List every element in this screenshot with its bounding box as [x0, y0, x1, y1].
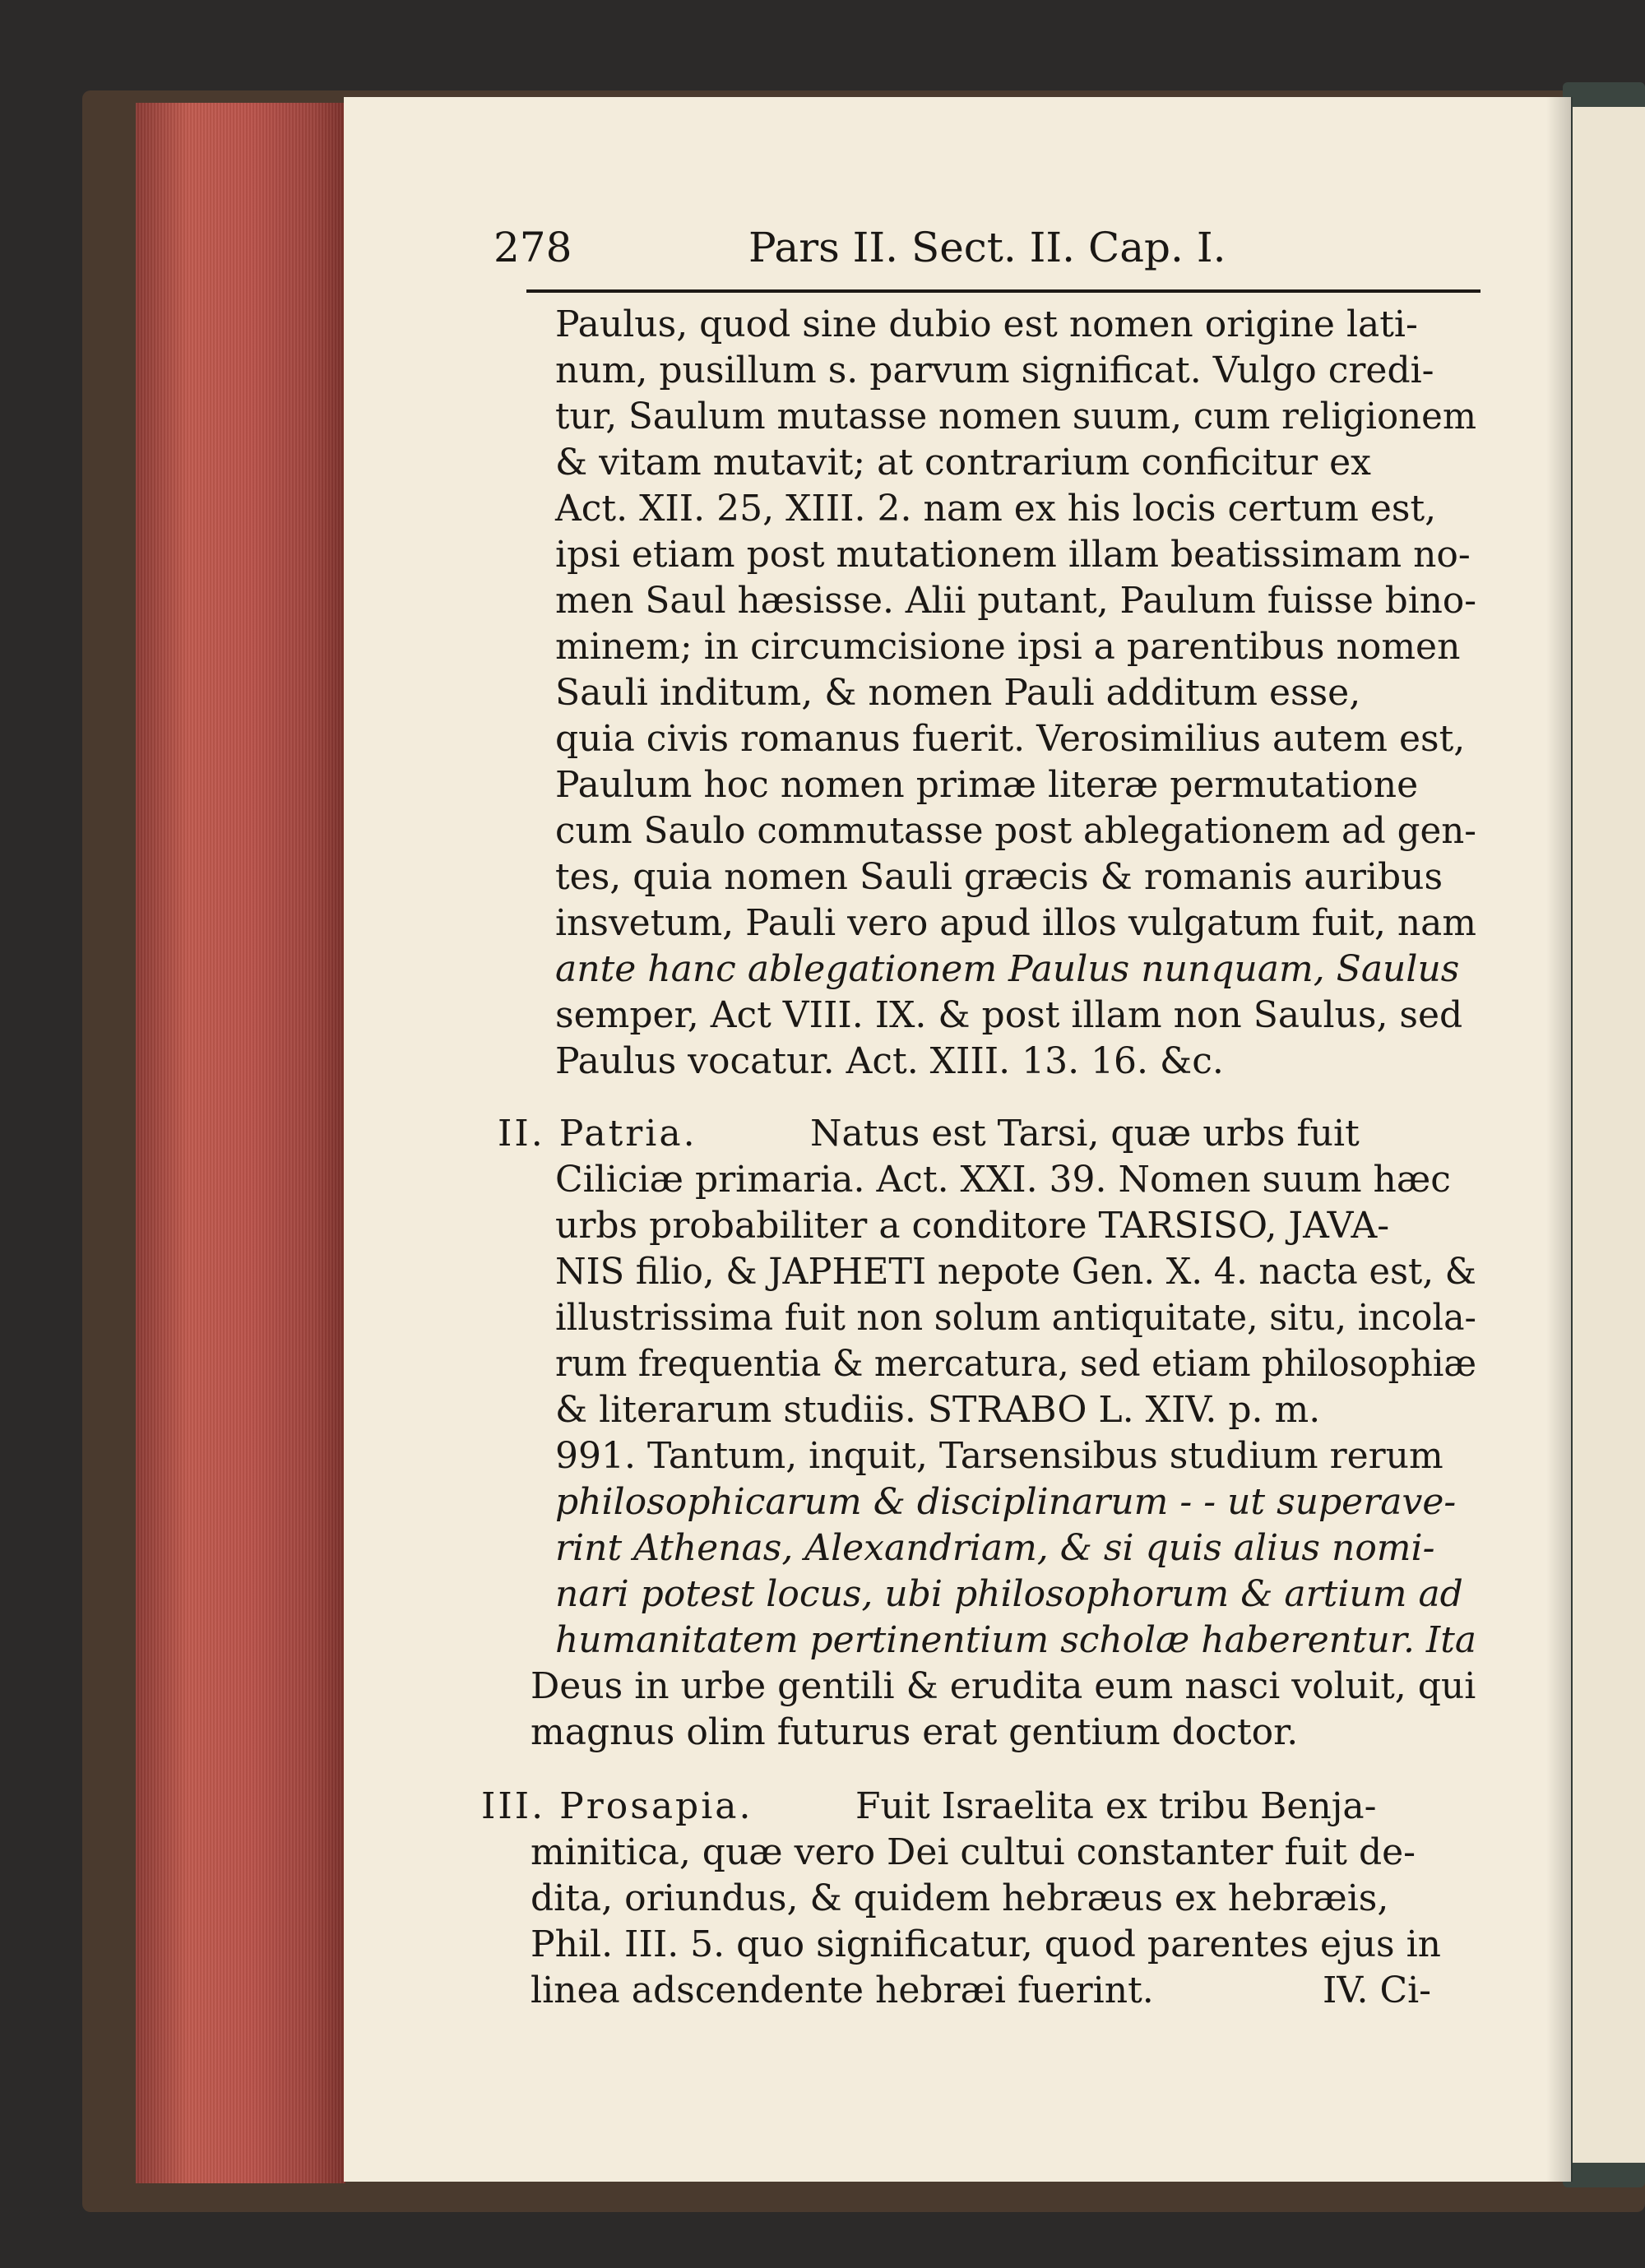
- text-line: humanitatem pertinentium scholæ haberentur. Ita: [555, 1619, 1476, 1661]
- text-line: Paulum hoc nomen primæ literæ permutatione: [555, 764, 1419, 806]
- text-line: dita, oriundus, & quidem hebræus ex hebræis,: [531, 1877, 1389, 1919]
- text-line: tes, quia nomen Sauli græcis & romanis auribus: [555, 856, 1443, 898]
- text-line: minitica, quæ vero Dei cultui constanter fuit de-: [531, 1831, 1416, 1873]
- text-line: & literarum studiis. STRABO L. XIV. p. m.: [555, 1389, 1321, 1431]
- text-line: cum Saulo commutasse post ablegationem ad gen-: [555, 810, 1477, 852]
- text-line: rum frequentia & mercatura, sed etiam philosophiæ: [555, 1343, 1477, 1385]
- text-line: Phil. III. 5. quo significatur, quod parentes ejus in: [531, 1923, 1442, 1965]
- text-line: Paulus vocatur. Act. XIII. 13. 16. &c.: [555, 1040, 1224, 1082]
- text-line: Act. XII. 25, XIII. 2. nam ex his locis certum est,: [555, 488, 1437, 530]
- text-line: philosophicarum & disciplinarum - - ut superave-: [555, 1481, 1457, 1523]
- text-line: men Saul hæsisse. Alii putant, Paulum fuisse bino-: [555, 580, 1477, 622]
- text-line: ipsi etiam post mutationem illam beatissimam no-: [555, 534, 1471, 576]
- text-line: rint Athenas, Alexandriam, & si quis alius nomi-: [555, 1527, 1435, 1569]
- page-number: 278: [494, 224, 572, 271]
- text-line: magnus olim futurus erat gentium doctor.: [531, 1711, 1299, 1753]
- text-line: Sauli inditum, & nomen Pauli additum esse,: [555, 672, 1361, 714]
- catchword: IV. Ci-: [1323, 1969, 1432, 2011]
- text-line: nari potest locus, ubi philosophorum & artium ad: [555, 1573, 1463, 1615]
- text-line: Natus est Tarsi, quæ urbs fuit: [810, 1113, 1360, 1155]
- text-line: 991. Tantum, inquit, Tarsensibus studium rerum: [555, 1435, 1443, 1477]
- text-line: minem; in circumcisione ipsi a parentibus nomen: [555, 626, 1461, 668]
- text-line: semper, Act VIII. IX. & post illam non Saulus, sed: [555, 994, 1463, 1036]
- text-line: linea adscendente hebræi fuerint.: [531, 1969, 1154, 2011]
- text-line: tur, Saulum mutasse nomen suum, cum religionem: [555, 396, 1477, 437]
- text-line: NIS filio, & JAPHETI nepote Gen. X. 4. nacta est, &: [555, 1251, 1476, 1293]
- text-line: urbs probabiliter a conditore TARSISO, JAVA-: [555, 1205, 1390, 1247]
- text-line: quia civis romanus fuerit. Verosimilius autem est,: [555, 718, 1466, 760]
- section-heading-patria: II. Patria.: [498, 1113, 697, 1155]
- text-line: ante hanc ablegationem Paulus nunquam, Saulus: [555, 948, 1460, 990]
- running-head: Pars II. Sect. II. Cap. I.: [748, 224, 1226, 271]
- text-line: Ciliciæ primaria. Act. XXI. 39. Nomen suum hæc: [555, 1159, 1451, 1201]
- text-line: Deus in urbe gentili & erudita eum nasci voluit, qui: [531, 1665, 1476, 1707]
- text-line: illustrissima fuit non solum antiquitate, situ, incola-: [555, 1297, 1476, 1339]
- text-line: num, pusillum s. parvum significat. Vulgo credi-: [555, 349, 1434, 391]
- text-line: & vitam mutavit; at contrarium conficitur ex: [555, 442, 1371, 484]
- text-line: insvetum, Pauli vero apud illos vulgatum fuit, nam: [555, 902, 1476, 944]
- text-line: Paulus, quod sine dubio est nomen origine lati-: [555, 303, 1418, 345]
- section-heading-prosapia: III. Prosapia.: [481, 1785, 753, 1827]
- text-line: Fuit Israelita ex tribu Benja-: [855, 1785, 1377, 1827]
